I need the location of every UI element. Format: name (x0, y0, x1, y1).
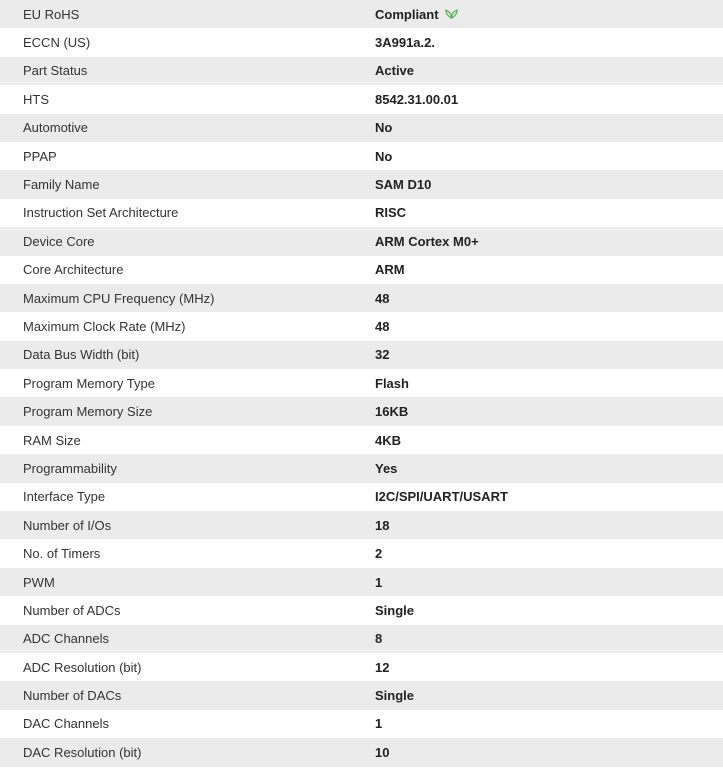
spec-value: 1 (375, 574, 383, 590)
spec-value: Flash (375, 375, 409, 391)
spec-label: Number of ADCs (23, 602, 121, 618)
table-row (0, 483, 723, 511)
spec-value: No (375, 120, 393, 136)
spec-value: 12 (375, 659, 390, 675)
spec-value: I2C/SPI/UART/USART (375, 489, 508, 505)
table-row (0, 511, 723, 539)
spec-value: 32 (375, 347, 390, 363)
spec-value-cell (375, 738, 723, 766)
spec-value: 2 (375, 546, 383, 562)
spec-value: 8 (375, 631, 383, 647)
spec-value-cell (375, 0, 723, 28)
spec-label: ADC Channels (23, 631, 109, 647)
spec-value-cell (375, 653, 723, 681)
table-row (0, 397, 723, 425)
spec-label: RAM Size (23, 432, 81, 448)
spec-value-cell (375, 170, 723, 198)
spec-label: EU RoHS (23, 6, 80, 22)
spec-value-cell (375, 596, 723, 624)
table-row (0, 369, 723, 397)
table-row (0, 142, 723, 170)
spec-value: ARM (375, 262, 405, 278)
spec-value-cell (375, 114, 723, 142)
spec-value-cell (375, 454, 723, 482)
table-row (0, 85, 723, 113)
spec-value: 8542.31.00.01 (375, 91, 459, 107)
spec-value-cell (375, 341, 723, 369)
table-row (0, 170, 723, 198)
spec-label: PPAP (23, 148, 57, 164)
spec-label: Data Bus Width (bit) (23, 347, 140, 363)
spec-value-cell (375, 483, 723, 511)
spec-value: Active (375, 63, 415, 79)
table-row (0, 28, 723, 56)
spec-value: 48 (375, 318, 390, 334)
spec-value-cell (375, 227, 723, 255)
spec-label: Family Name (23, 177, 100, 193)
spec-value: Yes (375, 460, 398, 476)
leaf-icon (445, 7, 458, 22)
spec-label: ECCN (US) (23, 35, 91, 51)
spec-value-cell (375, 142, 723, 170)
spec-value: No (375, 148, 393, 164)
spec-label: Program Memory Type (23, 375, 155, 391)
spec-value: 3A991a.2. (375, 35, 435, 51)
table-row (0, 114, 723, 142)
spec-value-cell (375, 369, 723, 397)
table-row (0, 426, 723, 454)
spec-label: Maximum Clock Rate (MHz) (23, 318, 186, 334)
spec-label: ADC Resolution (bit) (23, 659, 142, 675)
spec-value: 48 (375, 290, 390, 306)
spec-value: 4KB (375, 432, 402, 448)
table-row (0, 57, 723, 85)
spec-value: 16KB (375, 404, 409, 420)
spec-value-cell (375, 57, 723, 85)
table-row (0, 539, 723, 567)
spec-value: Single (375, 688, 415, 704)
spec-value-cell (375, 568, 723, 596)
table-row (0, 454, 723, 482)
spec-label: Programmability (23, 460, 117, 476)
spec-value: Compliant (375, 6, 439, 22)
spec-label: PWM (23, 574, 55, 590)
spec-label: Instruction Set Architecture (23, 205, 179, 221)
spec-value-cell (375, 312, 723, 340)
spec-label: Program Memory Size (23, 404, 153, 420)
spec-label: Interface Type (23, 489, 106, 505)
spec-label: DAC Channels (23, 716, 109, 732)
spec-value-cell (375, 256, 723, 284)
spec-label: Part Status (23, 63, 88, 79)
spec-value: 10 (375, 744, 390, 760)
spec-label: Device Core (23, 233, 95, 249)
spec-value: 1 (375, 716, 383, 732)
spec-value-cell (375, 199, 723, 227)
table-row (0, 625, 723, 653)
table-row (0, 710, 723, 738)
table-row (0, 312, 723, 340)
spec-label: Number of I/Os (23, 517, 112, 533)
table-row (0, 256, 723, 284)
spec-value-cell (375, 681, 723, 709)
spec-value: 18 (375, 517, 390, 533)
spec-value-cell (375, 28, 723, 56)
table-row (0, 681, 723, 709)
spec-label: No. of Timers (23, 546, 101, 562)
spec-value-cell (375, 284, 723, 312)
table-row (0, 653, 723, 681)
spec-value: ARM Cortex M0+ (375, 233, 479, 249)
spec-value-cell (375, 426, 723, 454)
table-row (0, 284, 723, 312)
table-row (0, 0, 723, 28)
spec-value: RISC (375, 205, 407, 221)
spec-value-cell (375, 85, 723, 113)
table-row (0, 568, 723, 596)
spec-label: Maximum CPU Frequency (MHz) (23, 290, 215, 306)
spec-value: Single (375, 602, 415, 618)
table-row (0, 738, 723, 766)
spec-value-cell (375, 539, 723, 567)
spec-value-cell (375, 710, 723, 738)
table-row (0, 596, 723, 624)
spec-value: SAM D10 (375, 177, 432, 193)
spec-label: Number of DACs (23, 688, 122, 704)
spec-value-cell (375, 397, 723, 425)
spec-label: Automotive (23, 120, 89, 136)
spec-value-cell (375, 625, 723, 653)
spec-value-cell (375, 511, 723, 539)
spec-label: DAC Resolution (bit) (23, 744, 142, 760)
table-row (0, 227, 723, 255)
spec-label: HTS (23, 91, 49, 107)
table-row (0, 199, 723, 227)
spec-label: Core Architecture (23, 262, 124, 278)
table-row (0, 341, 723, 369)
